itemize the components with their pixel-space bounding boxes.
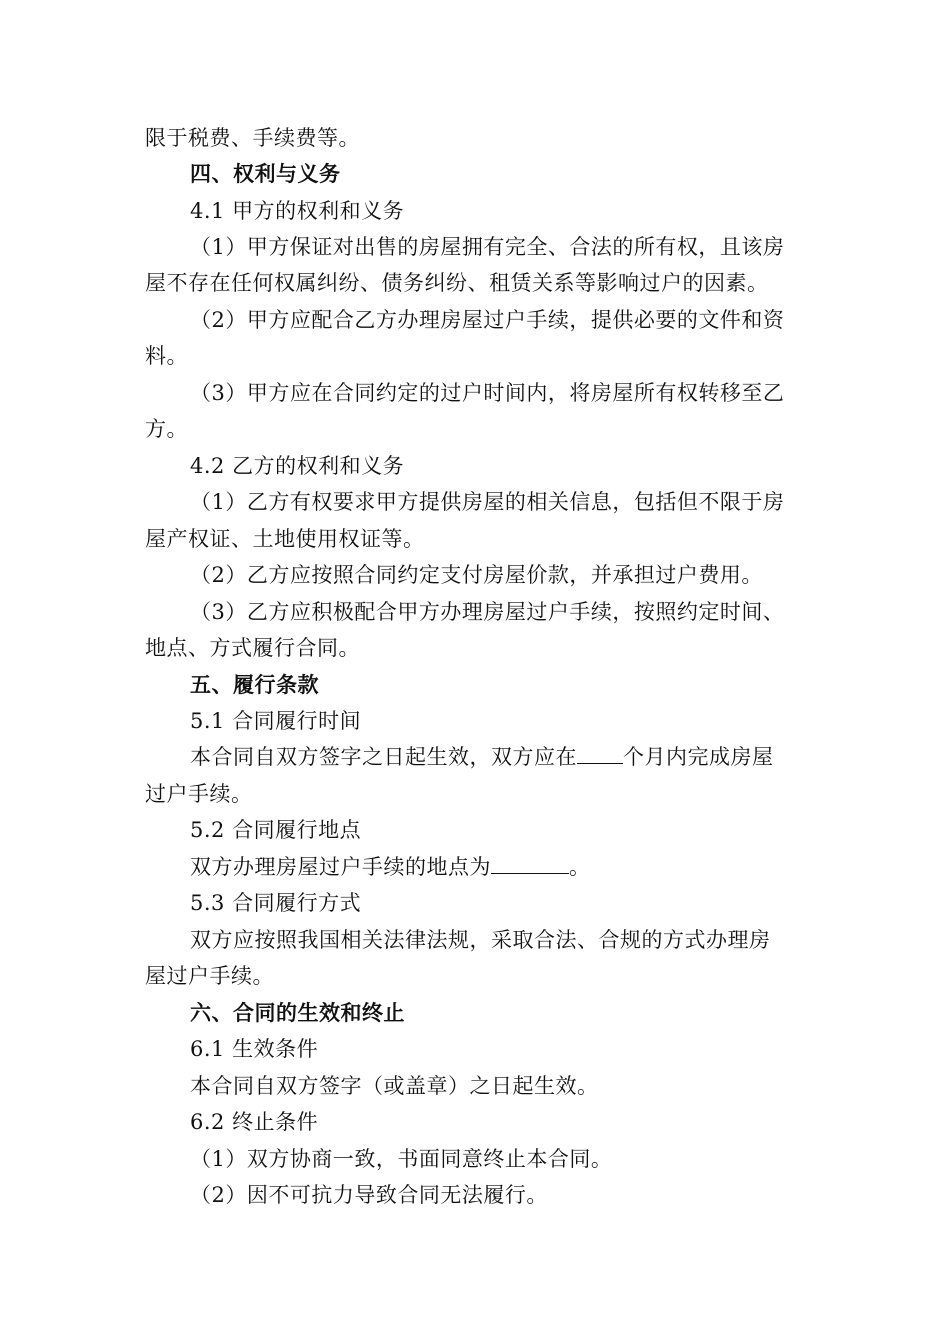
text-line: （2）乙方应按照合同约定支付房屋价款，并承担过户费用。	[190, 563, 763, 587]
subsection-heading: 4.2 乙方的权利和义务	[190, 454, 405, 478]
subsection-heading: 5.1 合同履行时间	[190, 709, 362, 733]
text-line: （2）因不可抗力导致合同无法履行。	[190, 1183, 548, 1207]
subsection-heading: 4.1 甲方的权利和义务	[190, 199, 405, 223]
text-line: 料。	[145, 344, 188, 368]
fill-in-blank	[577, 745, 623, 764]
subsection-heading: 6.2 终止条件	[190, 1110, 319, 1134]
text-line: 方。	[145, 417, 188, 441]
text-segment: 双方办理房屋过户手续的地点为	[190, 855, 491, 879]
text-line: （3）甲方应在合同约定的过户时间内，将房屋所有权转移至乙	[190, 381, 785, 405]
section-heading-effect-termination: 六、合同的生效和终止	[190, 1001, 405, 1025]
text-line: （1）甲方保证对出售的房屋拥有完全、合法的所有权，且该房	[190, 235, 785, 259]
subsection-heading: 5.3 合同履行方式	[190, 891, 362, 915]
text-segment: 本合同自双方签字之日起生效，双方应在	[190, 745, 577, 769]
text-line: （3）乙方应积极配合甲方办理房屋过户手续，按照约定时间、	[190, 600, 785, 624]
subsection-heading: 6.1 生效条件	[190, 1037, 319, 1061]
text-line: （1）乙方有权要求甲方提供房屋的相关信息，包括但不限于房	[190, 490, 785, 514]
text-line: 地点、方式履行合同。	[145, 636, 360, 660]
text-line: （2）甲方应配合乙方办理房屋过户手续，提供必要的文件和资	[190, 308, 785, 332]
text-segment: 。	[569, 855, 591, 879]
text-line: 限于税费、手续费等。	[145, 126, 360, 150]
text-line: 屋不存在任何权属纠纷、债务纠纷、租赁关系等影响过户的因素。	[145, 271, 769, 295]
text-line: 屋产权证、土地使用权证等。	[145, 527, 425, 551]
text-line: 过户手续。	[145, 782, 253, 806]
text-line: 本合同自双方签字（或盖章）之日起生效。	[190, 1074, 599, 1098]
text-line: 屋过户手续。	[145, 964, 274, 988]
text-segment: 个月内完成房屋	[623, 745, 774, 769]
section-heading-rights-obligations: 四、权利与义务	[190, 162, 341, 186]
text-line: （1）双方协商一致，书面同意终止本合同。	[190, 1147, 613, 1171]
subsection-heading: 5.2 合同履行地点	[190, 818, 362, 842]
text-line: 双方应按照我国相关法律法规，采取合法、合规的方式办理房	[190, 928, 771, 952]
section-heading-performance: 五、履行条款	[190, 673, 319, 697]
text-line-with-blank	[190, 743, 774, 771]
text-line-with-blank	[190, 853, 591, 881]
fill-in-blank	[491, 855, 569, 874]
